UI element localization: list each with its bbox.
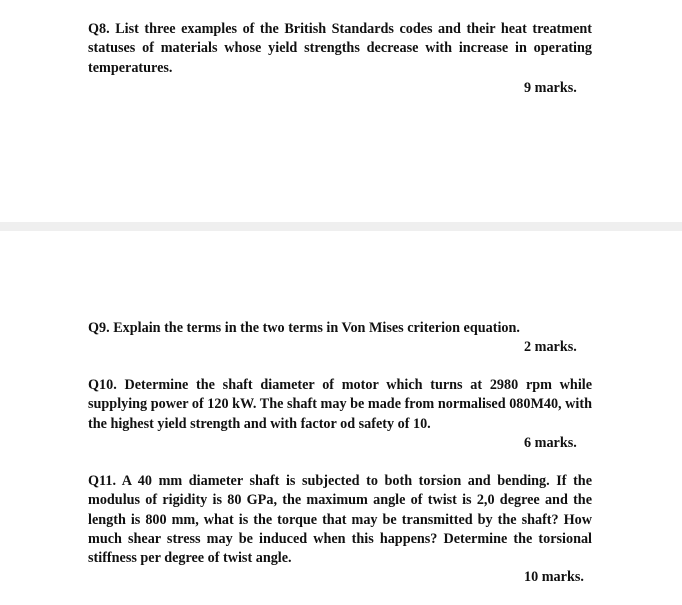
page-top [0, 0, 682, 222]
question-q8: Q8. List three examples of the British Standards codes and their heat treatment statuses of materials whose yield strengths decrease with increase in operating temperatures. [88, 21, 592, 76]
page-bottom [0, 231, 682, 605]
question-q9: Q9. Explain the terms in the two terms in Von Mises criterion equation. [88, 320, 520, 336]
marks-q9: 2 marks. [524, 339, 577, 355]
marks-q11: 10 marks. [524, 569, 584, 585]
question-q11: Q11. A 40 mm diameter shaft is subjected to both torsion and bending. If the modulus of rigidity is 80 GPa, the maximum angle of twist is 2,0 degree and the length is 800 mm, what is the torque that may be transmitted by the shaft? How much shear stress may be induced when this happens? Determine the torsional stiffness per degree of twist angle. [88, 473, 592, 567]
page-separator [0, 222, 682, 231]
marks-q10: 6 marks. [524, 435, 577, 451]
question-q10: Q10. Determine the shaft diameter of motor which turns at 2980 rpm while supplying power of 120 kW. The shaft may be made from normalised 080M40, with the highest yield strength and with factor od safety of 10. [88, 377, 592, 432]
marks-q8: 9 marks. [524, 80, 577, 96]
